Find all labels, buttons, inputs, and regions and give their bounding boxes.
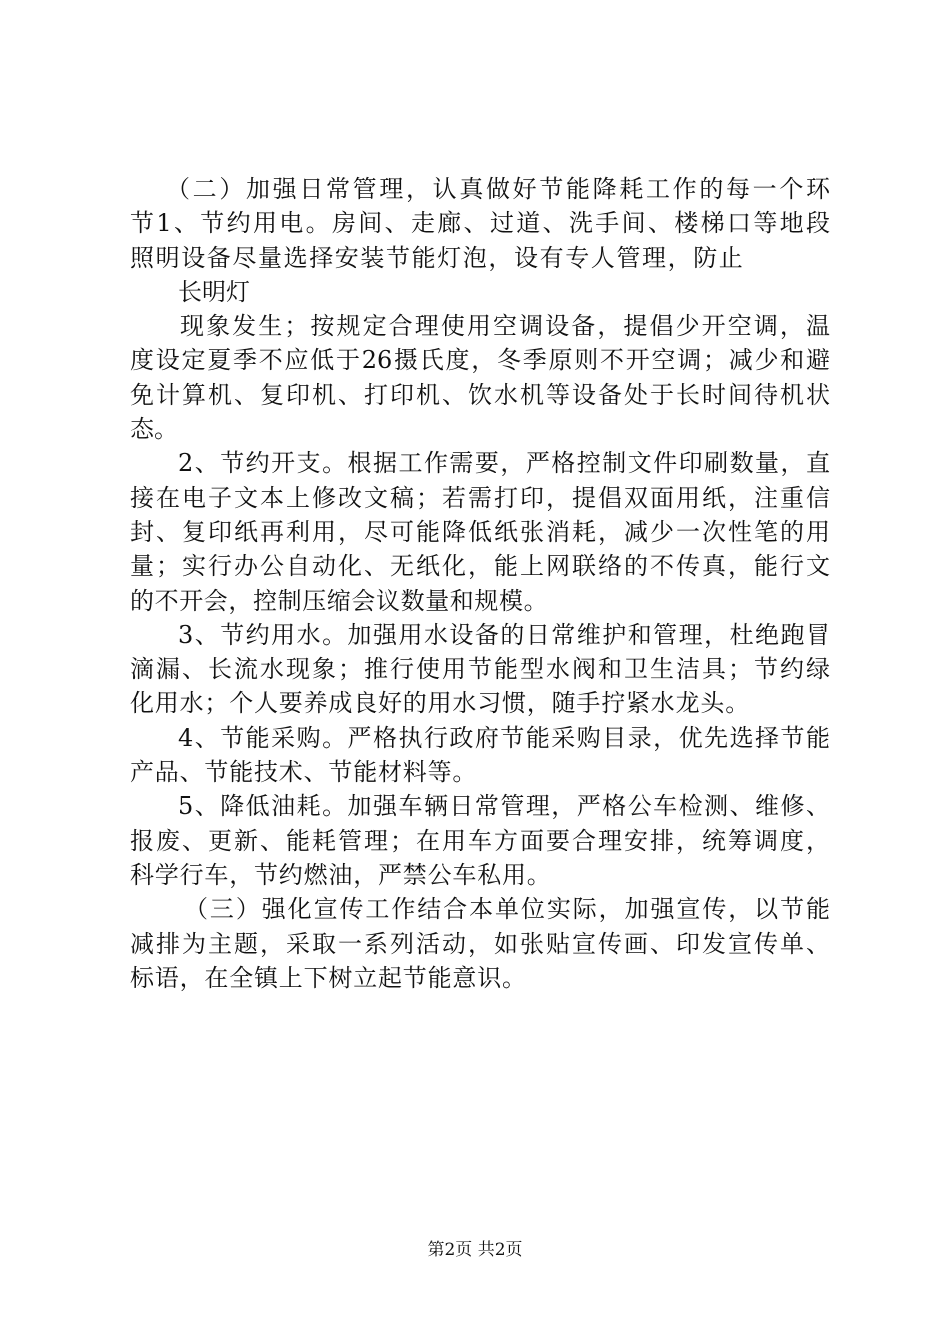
text-line: 态。 bbox=[130, 415, 178, 444]
text-line: 节1、节约用电。房间、走廊、过道、洗手间、楼梯口等地段 bbox=[130, 209, 830, 238]
text-line: 科学行车，节约燃油，严禁公车私用。 bbox=[130, 860, 552, 889]
text-line: 度设定夏季不应低于26摄氏度，冬季原则不开空调；减少和避 bbox=[130, 346, 830, 375]
text-line: 照明设备尽量选择安装节能灯泡，设有专人管理，防止 bbox=[130, 243, 745, 272]
text-line: 4、节能采购。严格执行政府节能采购目录，优先选择节能 bbox=[178, 723, 830, 752]
text-line: 长明灯 bbox=[178, 277, 250, 306]
text-line: （三）强化宣传工作结合本单位实际，加强宣传，以节能 bbox=[184, 895, 830, 924]
text-line: 免计算机、复印机、打印机、饮水机等设备处于长时间待机状 bbox=[130, 380, 830, 409]
text-line: （二）加强日常管理，认真做好节能降耗工作的每一个环 bbox=[166, 175, 830, 203]
text-line: 滴漏、长流水现象；推行使用节能型水阀和卫生洁具；节约绿 bbox=[130, 655, 830, 684]
text-line: 量；实行办公自动化、无纸化，能上网联络的不传真，能行文 bbox=[130, 552, 830, 581]
text-line: 报废、更新、能耗管理；在用车方面要合理安排，统筹调度， bbox=[130, 826, 830, 855]
text-line: 产品、节能技术、节能材料等。 bbox=[130, 758, 478, 787]
text-line: 接在电子文本上修改文稿；若需打印，提倡双面用纸，注重信 bbox=[130, 483, 830, 512]
document-body bbox=[130, 172, 830, 995]
text-line: 的不开会，控制压缩会议数量和规模。 bbox=[130, 586, 549, 615]
page-number-footer: 第2页 共2页 bbox=[427, 1240, 523, 1260]
text-line: 现象发生；按规定合理使用空调设备，提倡少开空调，温 bbox=[180, 312, 830, 341]
text-line: 5、降低油耗。加强车辆日常管理，严格公车检测、维修、 bbox=[178, 792, 830, 821]
text-line: 减排为主题，采取一系列活动，如张贴宣传画、印发宣传单、 bbox=[130, 929, 830, 958]
text-line: 3、节约用水。加强用水设备的日常维护和管理，杜绝跑冒 bbox=[178, 620, 830, 649]
text-line: 封、复印纸再利用，尽可能降低纸张消耗，减少一次性笔的用 bbox=[130, 517, 830, 546]
text-line: 标语，在全镇上下树立起节能意识。 bbox=[130, 963, 527, 992]
text-line: 2、节约开支。根据工作需要，严格控制文件印刷数量，直 bbox=[178, 449, 830, 478]
text-line: 化用水；个人要养成良好的用水习惯，随手拧紧水龙头。 bbox=[130, 689, 750, 718]
